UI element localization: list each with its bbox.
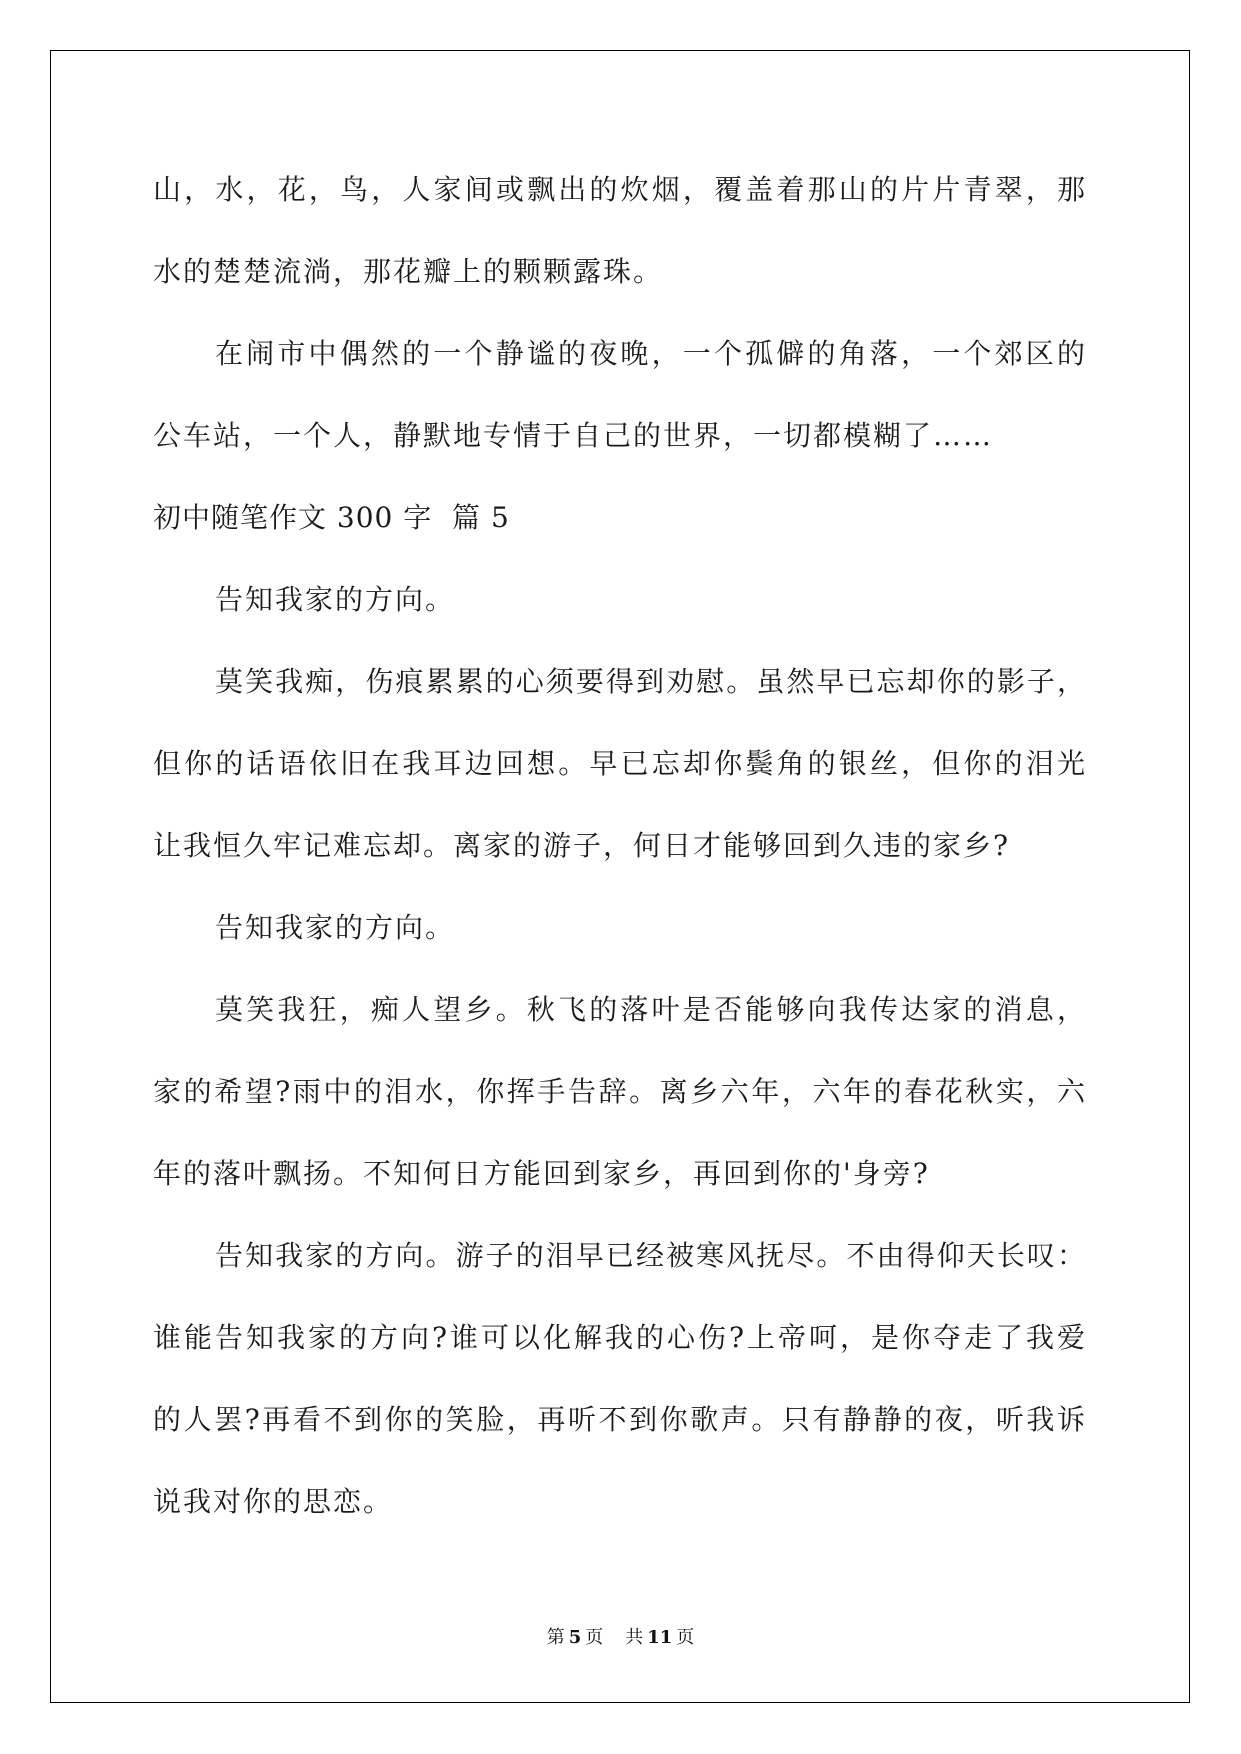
paragraph-line: 山，水，花，鸟，人家间或飘出的炊烟，覆盖着那山的片片青翠，那 <box>153 173 1087 206</box>
paragraph-line: 水的楚楚流淌，那花瓣上的颗颗露珠。 <box>153 255 664 288</box>
paragraph-line: 让我恒久牢记难忘却。离家的游子，何日才能够回到久违的家乡? <box>153 829 1011 862</box>
paragraph-line: 莫笑我狂，痴人望乡。秋飞的落叶是否能够向我传达家的消息， <box>215 993 1087 1026</box>
total-pages-prefix: 共 <box>625 1627 644 1648</box>
page-number-prefix: 第 <box>546 1627 565 1648</box>
paragraph-line: 谁能告知我家的方向?谁可以化解我的心伤?上帝呵，是你夺走了我爱 <box>153 1321 1087 1354</box>
paragraph-line: 公车站，一个人，静默地专情于自己的世界，一切都模糊了…… <box>153 419 994 452</box>
paragraph-line: 家的希望?雨中的泪水，你挥手告辞。离乡六年，六年的春花秋实，六 <box>153 1075 1087 1108</box>
paragraph-line: 的人罢?再看不到你的笑脸，再听不到你歌声。只有静静的夜，听我诉 <box>153 1403 1087 1436</box>
paragraph-line: 告知我家的方向。游子的泪早已经被寒风抚尽。不由得仰天长叹： <box>215 1239 1087 1272</box>
page-footer <box>0 1626 1241 1650</box>
document-body <box>153 149 1087 1543</box>
paragraph-line: 在闹市中偶然的一个静谧的夜晚，一个孤僻的角落，一个郊区的 <box>215 337 1087 370</box>
section-heading: 初中随笔作文 300 字 篇 5 <box>153 501 510 534</box>
paragraph-line: 说我对你的思恋。 <box>153 1485 394 1518</box>
total-pages-suffix: 页 <box>676 1627 695 1648</box>
total-pages: 11 <box>647 1627 673 1648</box>
page-number: 5 <box>568 1627 582 1648</box>
paragraph-line: 但你的话语依旧在我耳边回想。早已忘却你鬓角的银丝，但你的泪光 <box>153 747 1087 780</box>
paragraph-line: 告知我家的方向。 <box>215 583 456 616</box>
paragraph-line: 年的落叶飘扬。不知何日方能回到家乡，再回到你的'身旁? <box>153 1157 930 1190</box>
paragraph-line: 莫笑我痴，伤痕累累的心须要得到劝慰。虽然早已忘却你的影子， <box>215 665 1087 698</box>
paragraph-line: 告知我家的方向。 <box>215 911 456 944</box>
page-number-suffix: 页 <box>585 1627 604 1648</box>
